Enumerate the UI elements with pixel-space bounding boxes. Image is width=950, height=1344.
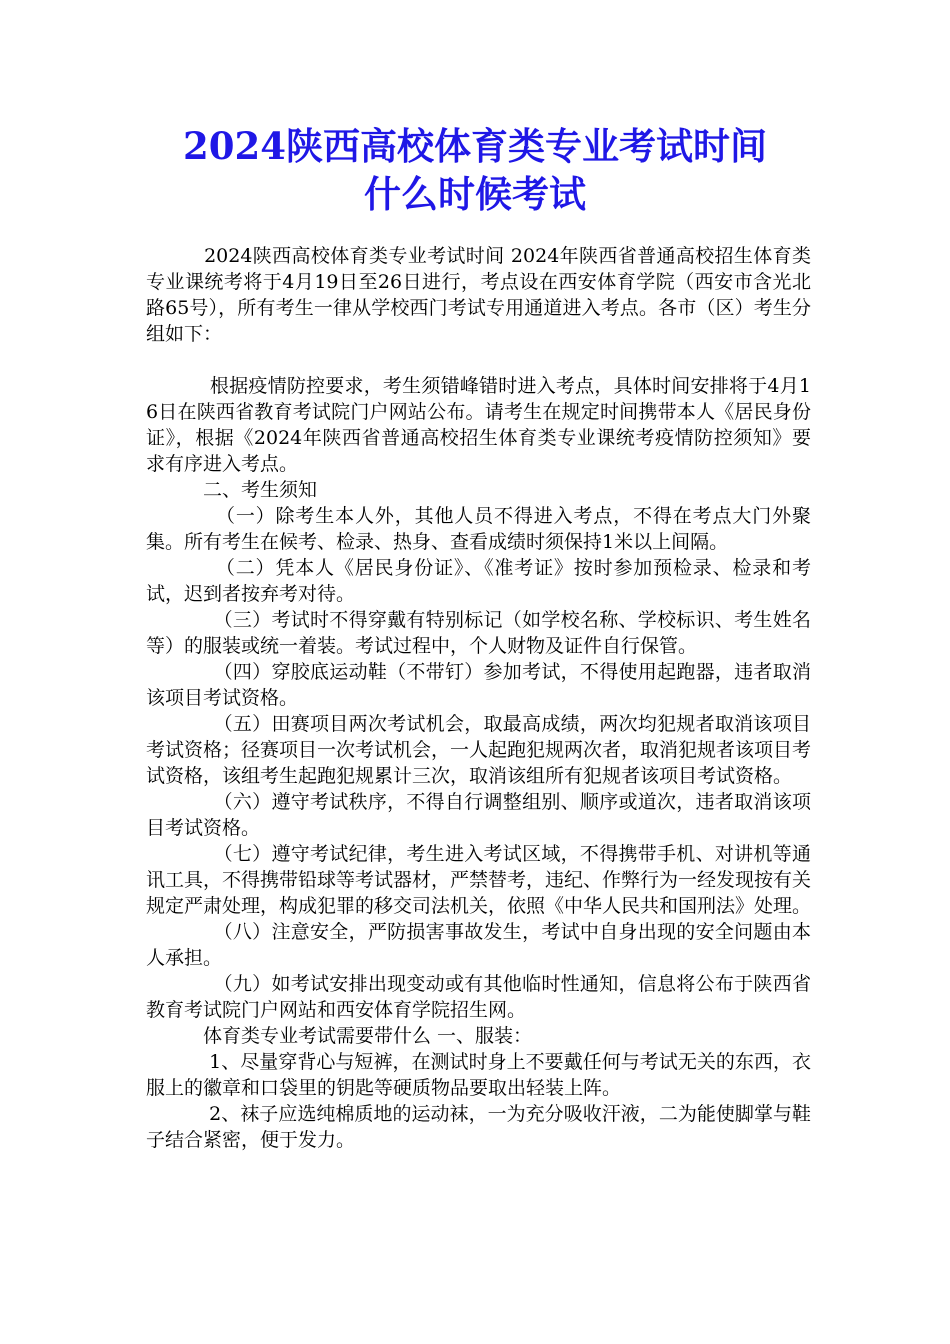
section-heading: 二、考生须知 xyxy=(146,479,318,501)
paragraph-spacer xyxy=(146,347,811,373)
title-line-1: 2024陕西高校体育类专业考试时间 xyxy=(183,124,767,168)
rule-item-4: （四）穿胶底运动鞋（不带钉）参加考试，不得使用起跑器，违者取消该项目考试资格。 xyxy=(146,661,811,709)
title-line-2: 什么时候考试 xyxy=(364,172,586,216)
clothing-item-2: 2、袜子应选纯棉质地的运动袜，一为充分吸收汗液，二为能使脚掌与鞋子结合紧密，便于发力。 xyxy=(146,1103,811,1151)
what-to-bring-heading: 体育类专业考试需要带什么 一、服装： xyxy=(146,1025,533,1047)
rule-item-6: （六）遵守考试秩序，不得自行调整组别、顺序或道次，违者取消该项目考试资格。 xyxy=(146,791,811,839)
rule-item-2: （二）凭本人《居民身份证》、《准考证》按时参加预检录、检录和考试，迟到者按弃考对待。 xyxy=(146,557,811,605)
rule-item-7: （七）遵守考试纪律，考生进入考试区域，不得携带手机、对讲机等通讯工具，不得携带铅球等考试器材，严禁替考，违纪、作弊行为一经发现按有关规定严肃处理，构成犯罪的移交司法机关，依照《中华人民共和国刑法》处理。 xyxy=(146,843,812,917)
rule-item-5: （五）田赛项目两次考试机会，取最高成绩，两次均犯规者取消该项目考试资格；径赛项目一次考试机会，一人起跑犯规两次者，取消犯规者该项目考试资格，该组考生起跑犯规累计三次，取消该组所有犯规者该项目考试资格。 xyxy=(146,713,812,787)
rule-item-8: （八）注意安全，严防损害事故发生，考试中自身出现的安全问题由本人承担。 xyxy=(146,921,811,969)
rule-item-3: （三）考试时不得穿戴有特别标记（如学校名称、学校标识、考生姓名等）的服装或统一着装。考试过程中，个人财物及证件自行保管。 xyxy=(146,609,811,657)
document-body xyxy=(146,243,811,1153)
rule-item-1: （一）除考生本人外，其他人员不得进入考点，不得在考点大门外聚集。所有考生在候考、检录、热身、查看成绩时须保持1米以上间隔。 xyxy=(146,505,811,553)
document-title xyxy=(0,122,950,218)
rule-item-9: （九）如考试安排出现变动或有其他临时性通知，信息将公布于陕西省教育考试院门户网站和西安体育学院招生网。 xyxy=(146,973,811,1021)
epidemic-paragraph: 根据疫情防控要求，考生须错峰错时进入考点，具体时间安排将于4月16日在陕西省教育考试院门户网站公布。请考生在规定时间携带本人《居民身份证》，根据《2024年陕西省普通高校招生体育类专业课统考疫情防控须知》要求有序进入考点。 xyxy=(146,375,811,475)
intro-paragraph: 2024陕西高校体育类专业考试时间 2024年陕西省普通高校招生体育类专业课统考将于4月19日至26日进行，考点设在西安体育学院（西安市含光北路65号），所有考生一律从学校西门考试专用通道进入考点。各市（区）考生分组如下： xyxy=(146,245,811,345)
clothing-item-1: 1、尽量穿背心与短裤，在测试时身上不要戴任何与考试无关的东西，衣服上的徽章和口袋里的钥匙等硬质物品要取出轻装上阵。 xyxy=(146,1051,811,1099)
